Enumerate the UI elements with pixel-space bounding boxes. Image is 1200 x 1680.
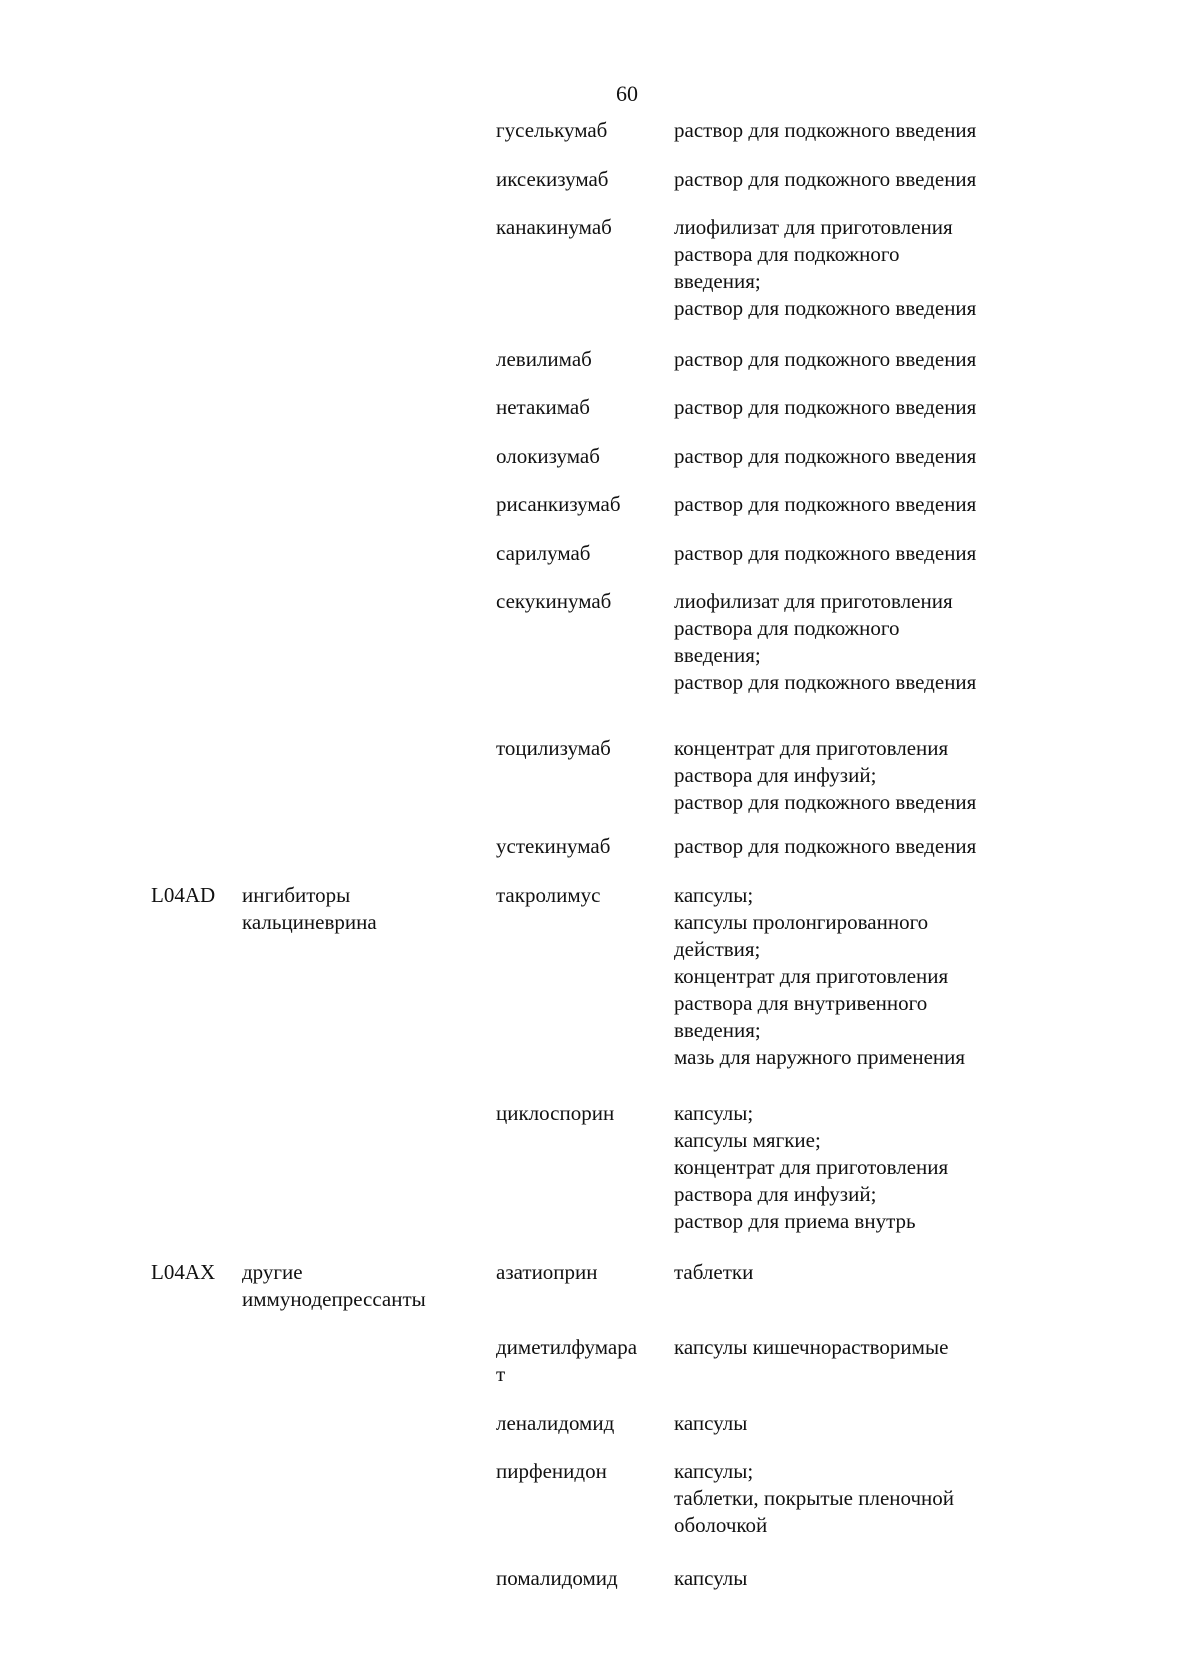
drug-name-line: помалидомид: [496, 1566, 618, 1590]
dosage-forms: [674, 1334, 948, 1361]
drug-name-line: диметилфумара: [496, 1335, 638, 1359]
pharmacological-group-line: другие: [242, 1260, 303, 1284]
dosage-forms-line: капсулы;: [674, 1101, 754, 1125]
drug-name: [496, 1334, 637, 1388]
dosage-forms-line: капсулы: [674, 1566, 748, 1590]
dosage-forms-line: раствор для подкожного введения: [674, 834, 977, 858]
drug-name-line: канакинумаб: [496, 215, 612, 239]
dosage-forms: [674, 833, 976, 860]
dosage-forms-line: мазь для наружного применения: [674, 1045, 966, 1069]
drug-name: [496, 443, 600, 470]
drug-name: [496, 117, 607, 144]
drug-name-line: тоцилизумаб: [496, 736, 611, 760]
dosage-forms-line: капсулы пролонгированного: [674, 910, 929, 934]
drug-name: [496, 1100, 614, 1127]
dosage-forms-line: действия;: [674, 937, 761, 961]
pharmacological-group-line: ингибиторы: [242, 883, 351, 907]
dosage-forms-line: раствора для инфузий;: [674, 1182, 877, 1206]
drug-name: [496, 588, 611, 615]
dosage-forms-line: капсулы кишечнорастворимые: [674, 1335, 949, 1359]
drug-name-line: циклоспорин: [496, 1101, 615, 1125]
dosage-forms-line: введения;: [674, 643, 761, 667]
dosage-forms-line: капсулы мягкие;: [674, 1128, 821, 1152]
drug-name-line: пирфенидон: [496, 1459, 607, 1483]
dosage-forms-line: таблетки: [674, 1260, 754, 1284]
pharmacological-group: [242, 1259, 426, 1313]
pharmacological-group-line: иммунодепрессанты: [242, 1287, 426, 1311]
dosage-forms-line: капсулы;: [674, 883, 754, 907]
drug-name-line: азатиоприн: [496, 1260, 598, 1284]
dosage-forms-line: раствор для подкожного введения: [674, 167, 977, 191]
drug-name: [496, 491, 621, 518]
drug-name-line: секукинумаб: [496, 589, 612, 613]
dosage-forms: [674, 1100, 948, 1235]
dosage-forms-line: раствор для подкожного введения: [674, 492, 977, 516]
dosage-forms-line: введения;: [674, 1018, 761, 1042]
dosage-forms: [674, 1565, 747, 1592]
dosage-forms-line: раствор для подкожного введения: [674, 790, 977, 814]
dosage-forms-line: раствор для подкожного введения: [674, 541, 977, 565]
dosage-forms-line: раствор для подкожного введения: [674, 347, 977, 371]
dosage-forms: [674, 491, 976, 518]
dosage-forms-line: лиофилизат для приготовления: [674, 589, 953, 613]
drug-name: [496, 1410, 614, 1437]
drug-name-line: леналидомид: [496, 1411, 615, 1435]
drug-name-line: нетакимаб: [496, 395, 590, 419]
drug-name-line: левилимаб: [496, 347, 592, 371]
dosage-forms-line: раствора для подкожного: [674, 616, 900, 640]
drug-name: [496, 214, 612, 241]
dosage-forms-line: концентрат для приготовления: [674, 736, 949, 760]
atc-code: L04AX: [151, 1260, 216, 1284]
dosage-forms: [674, 1259, 753, 1286]
dosage-forms: [674, 394, 976, 421]
dosage-forms: [674, 735, 976, 816]
dosage-forms: [674, 1410, 747, 1437]
drug-name-line: гуселькумаб: [496, 118, 608, 142]
dosage-forms-line: раствора для инфузий;: [674, 763, 877, 787]
drug-name: [496, 1259, 598, 1286]
drug-name: [496, 166, 609, 193]
pharmacological-group: [242, 882, 377, 936]
drug-name-line: иксекизумаб: [496, 167, 609, 191]
dosage-forms-line: оболочкой: [674, 1513, 768, 1537]
dosage-forms: [674, 214, 976, 322]
dosage-forms-line: раствор для подкожного введения: [674, 670, 977, 694]
dosage-forms: [674, 540, 976, 567]
dosage-forms: [674, 882, 965, 1071]
dosage-forms-line: таблетки, покрытые пленочной: [674, 1486, 955, 1510]
dosage-forms-line: раствора для подкожного: [674, 242, 900, 266]
dosage-forms-line: раствор для приема внутрь: [674, 1209, 916, 1233]
dosage-forms-line: капсулы;: [674, 1459, 754, 1483]
drug-name-line: олокизумаб: [496, 444, 600, 468]
drug-name: [496, 735, 611, 762]
dosage-forms-line: введения;: [674, 269, 761, 293]
dosage-forms: [674, 443, 976, 470]
dosage-forms-line: лиофилизат для приготовления: [674, 215, 953, 239]
drug-name: [496, 346, 592, 373]
dosage-forms: [674, 117, 976, 144]
pharmacological-group-line: кальциневрина: [242, 910, 377, 934]
drug-name: [496, 833, 610, 860]
dosage-forms-line: концентрат для приготовления: [674, 964, 949, 988]
drug-name: [496, 540, 591, 567]
dosage-forms-line: раствор для подкожного введения: [674, 118, 977, 142]
dosage-forms: [674, 166, 976, 193]
atc-code: L04AD: [151, 883, 216, 907]
drug-name: [496, 1458, 607, 1485]
drug-name-line: т: [496, 1362, 506, 1386]
dosage-forms-line: капсулы: [674, 1411, 748, 1435]
dosage-forms-line: концентрат для приготовления: [674, 1155, 949, 1179]
dosage-forms: [674, 346, 976, 373]
drug-name-line: устекинумаб: [496, 834, 611, 858]
drug-name: [496, 1565, 618, 1592]
drug-name-line: сарилумаб: [496, 541, 591, 565]
drug-name: [496, 882, 601, 909]
page-number: 60: [616, 81, 638, 106]
dosage-forms: [674, 1458, 954, 1539]
dosage-forms: [674, 588, 976, 696]
drug-name-line: рисанкизумаб: [496, 492, 621, 516]
dosage-forms-line: раствора для внутривенного: [674, 991, 928, 1015]
dosage-forms-line: раствор для подкожного введения: [674, 444, 977, 468]
drug-name-line: такролимус: [496, 883, 601, 907]
drug-name: [496, 394, 590, 421]
dosage-forms-line: раствор для подкожного введения: [674, 296, 977, 320]
dosage-forms-line: раствор для подкожного введения: [674, 395, 977, 419]
